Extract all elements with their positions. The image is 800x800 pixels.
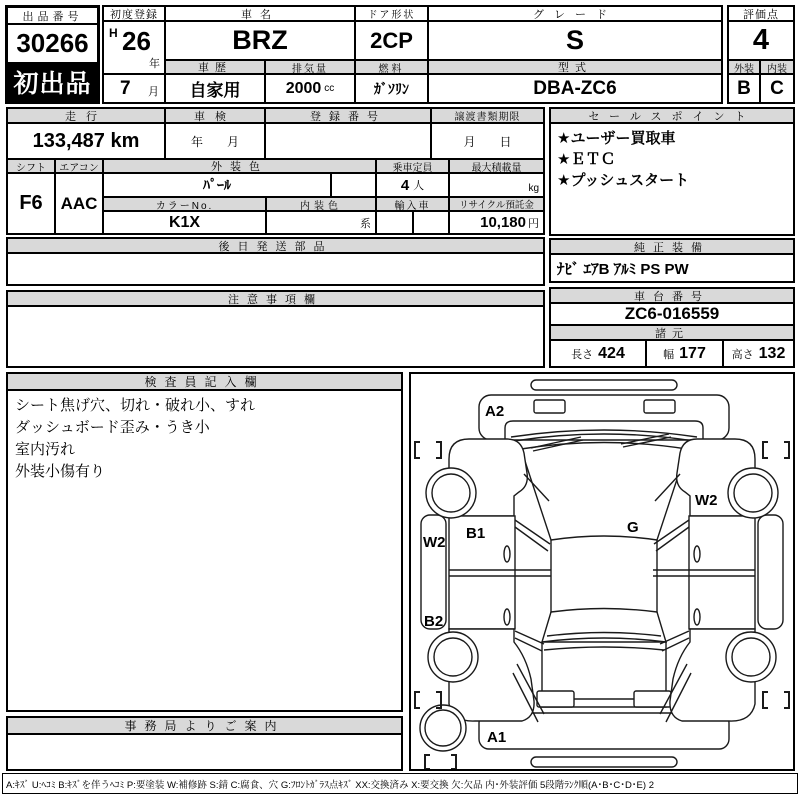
score-label: 評価点 [729, 7, 793, 22]
lot-label: 出品番号 [8, 8, 97, 25]
inspector-notes [8, 391, 401, 487]
ext-color-label: 外装色 [104, 160, 375, 174]
displacement-label: 排気量 [266, 61, 354, 75]
car-diagram [411, 374, 793, 769]
car-name: BRZ [166, 22, 354, 61]
office-box [6, 716, 403, 771]
spec-length-label: 長さ [571, 348, 594, 361]
front-left-wheel [426, 468, 476, 518]
interior-label: 内装 [761, 61, 793, 75]
office-label: 事務局よりご案内 [8, 718, 401, 735]
door-label: ドア形状 [356, 7, 427, 22]
year-unit: 年 [149, 58, 160, 70]
trunk-inner-line [544, 647, 664, 650]
first-reg-year: 26 [122, 26, 151, 56]
transfer-label: 譲渡書類期限 [432, 109, 543, 122]
regno-value [266, 124, 432, 158]
mileage-value: 133,487 km [8, 124, 166, 158]
equipment-box [549, 238, 795, 283]
recycle-label: リサイクル預託金 [450, 198, 543, 212]
displacement-value [266, 75, 354, 102]
color-no-value: K1X [104, 212, 267, 233]
import-cell-right [414, 212, 449, 233]
chassis-value: ZC6-016559 [551, 304, 793, 326]
damage-label-w2-left: W2 [423, 534, 446, 551]
first-reg-month-cell [104, 75, 164, 102]
history-label: 車歴 [166, 61, 264, 75]
import-label: 輸入車 [377, 198, 448, 212]
damage-label-a1: A1 [487, 729, 507, 746]
front-right-wheel [728, 468, 778, 518]
exterior-label: 外装 [729, 61, 759, 75]
caution-box [6, 290, 545, 368]
int-color-label: 内装色 [267, 198, 375, 210]
max-load-label: 最大積載量 [450, 160, 543, 174]
sales-point-item: ★ＥＴＣ [557, 151, 616, 168]
spec-height-value: 132 [758, 344, 786, 362]
model-label: 型式 [429, 61, 721, 75]
interior-grade: C [770, 77, 784, 99]
hood-panel [479, 395, 729, 440]
sales-points-list [551, 124, 793, 195]
import-cell-left [377, 212, 414, 233]
rear-bumper-strip [531, 757, 677, 767]
aircon-value: AAC [60, 193, 98, 213]
aircon-label: エアコン [56, 160, 102, 174]
capacity-value: 4 [400, 176, 410, 194]
displacement-unit: cc [324, 83, 335, 94]
spec-length-value: 424 [598, 344, 625, 362]
windshield [521, 443, 687, 541]
spec-height-cell [724, 341, 793, 366]
model-value: DBA-ZC6 [533, 77, 617, 99]
inspector-note-line: ダッシュボード歪み・うき小 [15, 419, 210, 436]
history-value: 自家用 [189, 81, 241, 100]
mileage-label: 走行 [8, 109, 166, 122]
vehicle-info-table [102, 5, 723, 104]
inspector-note-line: 室内汚れ [15, 441, 76, 458]
score-value: 4 [729, 22, 793, 61]
car-name-label: 車名 [166, 7, 354, 22]
grade-value: S [429, 22, 721, 61]
front-bumper-strip [531, 380, 677, 390]
later-parts-label: 後日発送部品 [8, 239, 543, 254]
shift-label: シフト [8, 160, 54, 174]
capacity-label: 乗車定員 [377, 160, 448, 174]
damage-label-b1: B1 [466, 525, 486, 542]
inspector-box [6, 372, 403, 712]
color-no-label: カラーNo. [104, 198, 267, 210]
lot-box [5, 5, 100, 104]
recycle-cell [450, 212, 543, 233]
fuel-label: 燃料 [356, 61, 427, 75]
rear-window-inner-line [547, 633, 661, 637]
damage-label-g: G [627, 519, 639, 536]
taillight-left [537, 691, 574, 707]
caution-label: 注意事項欄 [8, 292, 543, 307]
shift-value: F6 [19, 192, 43, 214]
month-unit: 月 [148, 86, 159, 98]
capacity-cell [377, 174, 448, 198]
rear-window [542, 612, 666, 642]
chassis-spec-box [549, 287, 795, 368]
sales-points-label: セールスポイント [551, 109, 793, 124]
roof-panel [551, 540, 657, 612]
max-load-unit: kg [528, 183, 539, 194]
equipment-value: ﾅﾋﾞ ｴｱB ｱﾙﾐ PS PW [557, 260, 689, 278]
ext-color-value: ﾊﾟｰﾙ [104, 174, 332, 196]
spare-tire [420, 705, 466, 751]
grade-label: グレード [429, 7, 721, 22]
first-reg-year-cell [104, 22, 164, 75]
int-color-cell [267, 212, 375, 233]
spec-length-cell [551, 341, 647, 366]
max-load-cell [450, 174, 543, 198]
damage-code-legend: A:ｷｽﾞ U:ﾍｺﾐ B:ｷｽﾞを伴うﾍｺﾐ P:要塗装 W:補修跡 S:錆 C:腐食、穴 G:ﾌﾛﾝﾄｶﾞﾗｽ点ｷｽﾞ XX:交換済み X:要交換 欠:欠品 内･外装評価 5段階ﾗﾝｸ順(A･B･C･D･E) 2 [2, 773, 798, 794]
ext-color-extra-cell [332, 174, 375, 196]
fuel-value: ｶﾞｿﾘﾝ [374, 80, 409, 97]
score-box [727, 5, 795, 104]
shaken-value: 年 月 [166, 124, 266, 158]
spec-width-label: 幅 [663, 348, 675, 361]
rear-right-wheel [726, 632, 776, 682]
first-listing-badge: 初出品 [8, 62, 97, 101]
later-parts-box [6, 237, 545, 286]
details-table [6, 107, 545, 235]
first-reg-month: 7 [120, 78, 131, 99]
office-body [8, 735, 401, 769]
right-sill-strip [758, 515, 783, 629]
lot-number: 30266 [16, 28, 89, 58]
shaken-label: 車検 [166, 109, 266, 122]
damage-label-b2: B2 [424, 613, 444, 630]
recycle-unit: 円 [528, 217, 539, 230]
spec-width-cell [647, 341, 724, 366]
caution-body [8, 307, 543, 366]
spec-label: 諸元 [551, 326, 793, 341]
inspector-label: 検査員記入欄 [8, 374, 401, 391]
recycle-value: 10,180 [480, 214, 526, 231]
transfer-value: 月 日 [463, 134, 512, 149]
sales-point-item: ★ユーザー買取車 [557, 130, 676, 147]
door-value: 2CP [356, 22, 427, 61]
capacity-unit: 人 [413, 180, 425, 192]
inspector-note-line: 外装小傷有り [15, 463, 106, 480]
damage-label-a2: A2 [485, 403, 505, 420]
spec-width-value: 177 [679, 344, 706, 362]
later-parts-body [8, 254, 543, 284]
regno-label: 登録番号 [266, 109, 432, 122]
damage-label-w2-right: W2 [695, 492, 718, 509]
inspector-note-line: シート焦げ穴、切れ・破れ小、すれ [15, 397, 256, 414]
int-color-suffix: 系 [360, 218, 371, 230]
exterior-grade: B [737, 77, 751, 99]
spec-height-label: 高さ [731, 348, 754, 361]
chassis-label: 車台番号 [551, 289, 793, 304]
equipment-label: 純正装備 [551, 240, 793, 255]
first-reg-label: 初度登録 [104, 7, 164, 22]
era-mark: H [109, 26, 118, 40]
car-diagram-box [409, 372, 795, 771]
rear-left-wheel [428, 632, 478, 682]
displacement-number: 2000 [285, 79, 322, 97]
sales-points-box [549, 107, 795, 236]
left-sill-strip [421, 515, 446, 629]
sales-point-item: ★プッシュスタート [557, 172, 690, 189]
